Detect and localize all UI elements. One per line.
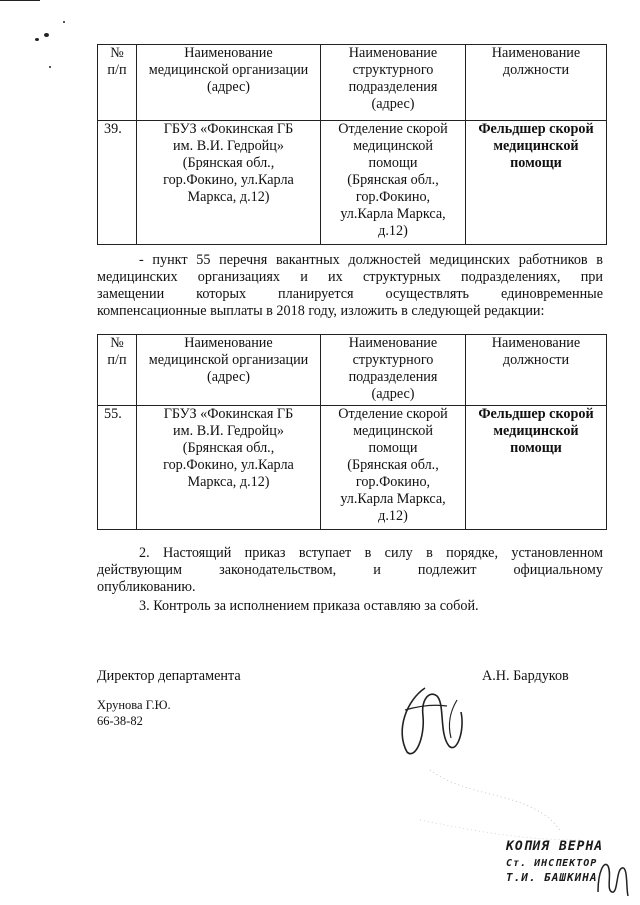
header-dept: Наименование структурного подразделения (адрес) bbox=[321, 335, 466, 406]
table-row bbox=[98, 406, 607, 530]
row-dept: Отделение скорой медицинской помощи (Брянская обл., гор.Фокино, ул.Карла Маркса, д.12) bbox=[321, 121, 466, 245]
scan-speck bbox=[44, 33, 49, 37]
header-org: Наименование медицинской организации (адрес) bbox=[137, 45, 321, 121]
signatory-position: Директор департамента bbox=[97, 668, 241, 684]
header-org: Наименование медицинской организации (адрес) bbox=[137, 335, 321, 406]
row-org: ГБУЗ «Фокинская ГБ им. В.И. Гедройц» (Брянская обл., гор.Фокино, ул.Карла Маркса, д.12) bbox=[137, 406, 321, 530]
header-pos: Наименование должности bbox=[466, 335, 607, 406]
paragraph-amendment: - пункт 55 перечня вакантных должностей медицинских работников в медицинских организациях и их структурных подразделениях, при замещении которых планируется осуществлять единовременные компенсационные выплаты в 2018 году, изложить в следующей редакции: bbox=[97, 252, 603, 319]
executor-phone: 66-38-82 bbox=[97, 714, 143, 728]
scan-speck bbox=[49, 66, 51, 68]
table-item-39 bbox=[97, 44, 607, 245]
handwritten-signature bbox=[385, 660, 475, 760]
stamp-signature bbox=[592, 852, 632, 902]
header-dept: Наименование структурного подразделения (адрес) bbox=[321, 45, 466, 121]
header-pos: Наименование должности bbox=[466, 45, 607, 121]
row-num: 39. bbox=[98, 121, 137, 245]
row-pos: Фельдшер скорой медицинской помощи bbox=[466, 406, 607, 530]
signatory-name: А.Н. Бардуков bbox=[482, 668, 569, 684]
executor-name: Хрунова Г.Ю. bbox=[97, 698, 171, 712]
copy-certified-stamp-line2: Ст. ИНСПЕКТОР bbox=[506, 858, 598, 869]
copy-certified-stamp-line1: КОПИЯ ВЕРНА bbox=[506, 839, 604, 854]
header-num: № п/п bbox=[98, 45, 137, 121]
table-item-55 bbox=[97, 334, 607, 530]
table-header-row bbox=[98, 335, 607, 406]
paragraph-control: 3. Контроль за исполнением приказа оставляю за собой. bbox=[139, 598, 479, 614]
scan-speck bbox=[63, 21, 65, 23]
row-num: 55. bbox=[98, 406, 137, 530]
row-org: ГБУЗ «Фокинская ГБ им. В.И. Гедройц» (Брянская обл., гор.Фокино, ул.Карла Маркса, д.12) bbox=[137, 121, 321, 245]
header-num: № п/п bbox=[98, 335, 137, 406]
scan-speck bbox=[35, 38, 39, 41]
copy-certified-stamp-line3: Т.И. БАШКИНА bbox=[506, 871, 598, 884]
scan-speck bbox=[0, 0, 40, 1]
row-dept: Отделение скорой медицинской помощи (Брянская обл., гор.Фокино, ул.Карла Маркса, д.12) bbox=[321, 406, 466, 530]
row-pos: Фельдшер скорой медицинской помощи bbox=[466, 121, 607, 245]
paragraph-effective: 2. Настоящий приказ вступает в силу в порядке, установленном действующим законодательством, и подлежит официальному опубликованию. bbox=[97, 545, 603, 595]
table-row bbox=[98, 121, 607, 245]
table-header-row bbox=[98, 45, 607, 121]
